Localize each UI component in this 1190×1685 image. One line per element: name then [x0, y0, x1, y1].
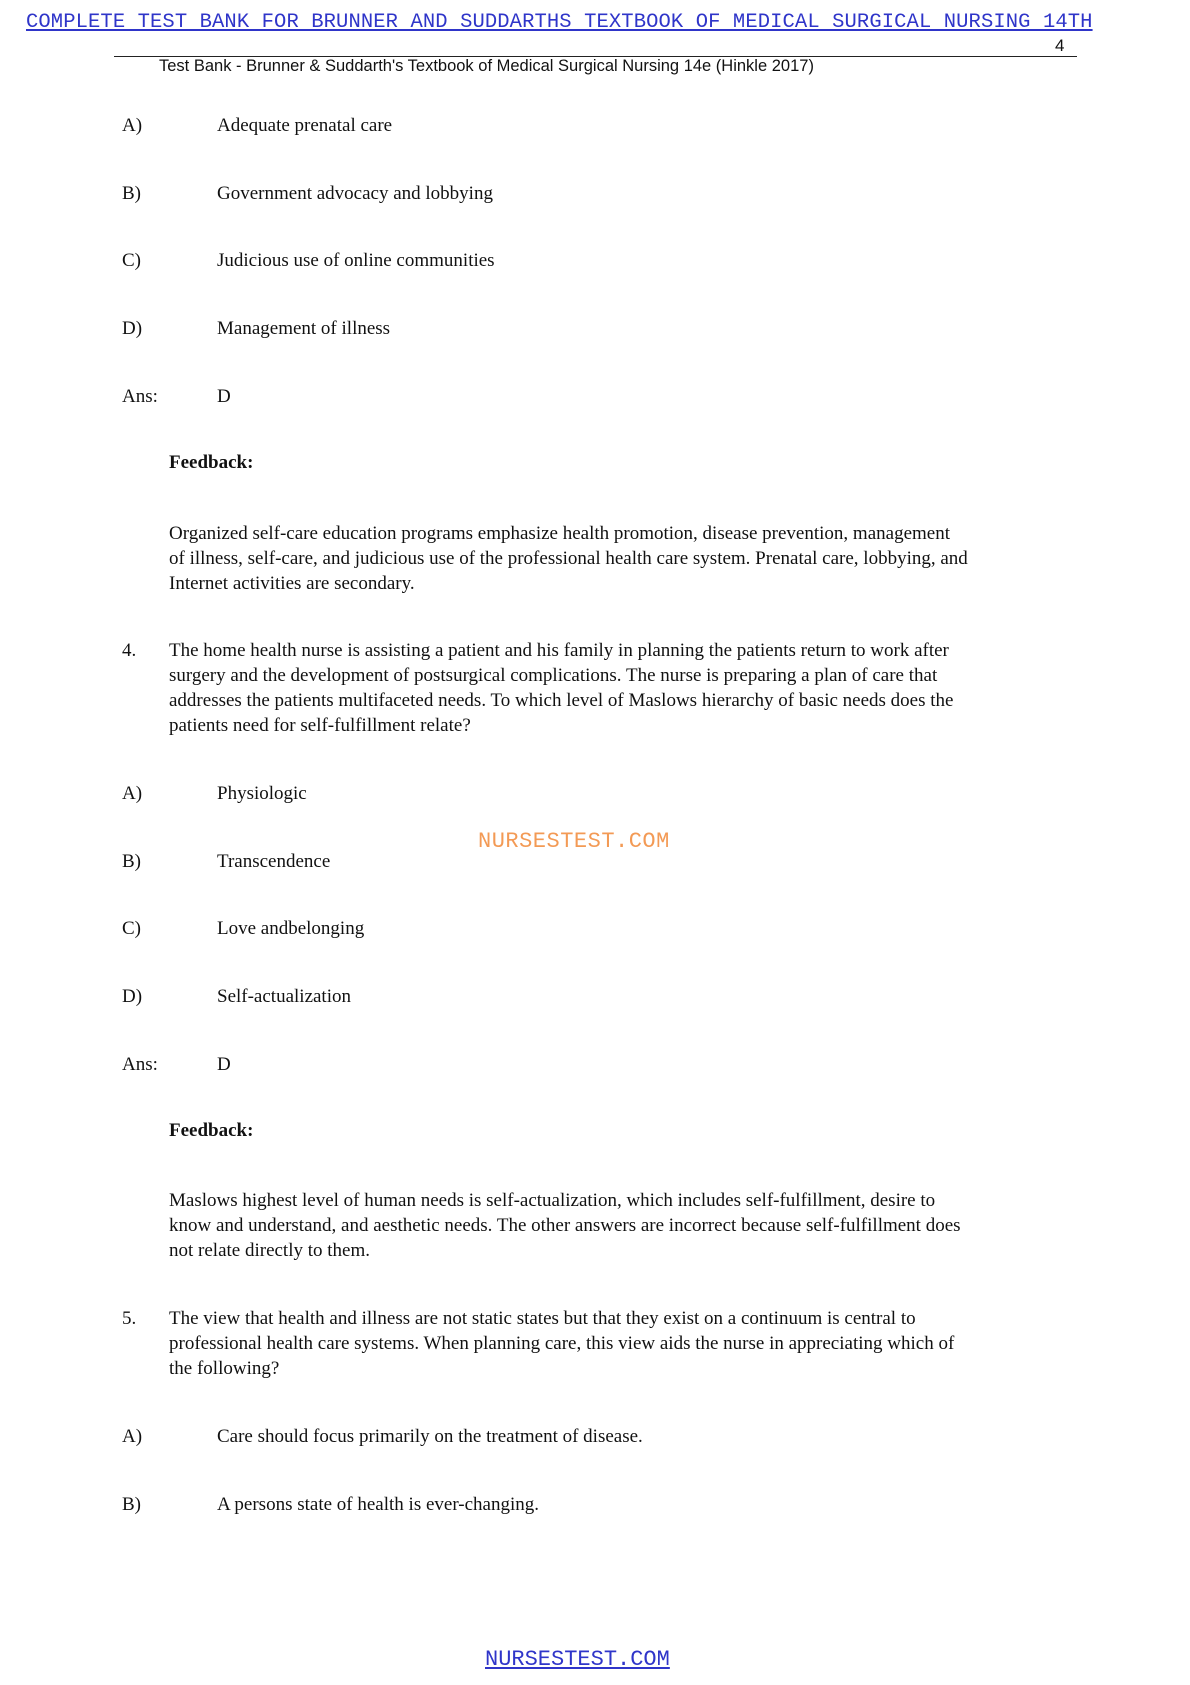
question-line: professional health care systems. When planning care, this view aids the nurse in appreciating which of	[169, 1333, 955, 1354]
option-text: Adequate prenatal care	[217, 115, 393, 136]
option-letter: B)	[122, 183, 141, 204]
q5-question-text	[169, 1306, 1081, 1381]
feedback-line: know and understand, and aesthetic needs. The other answers are incorrect because self-fulfillment does	[169, 1215, 961, 1236]
watermark-text: NURSESTEST.COM	[478, 829, 670, 854]
running-header: Test Bank - Brunner & Suddarth's Textbook of Medical Surgical Nursing 14e (Hinkle 2017)	[159, 57, 814, 75]
page-number: 4	[1055, 36, 1065, 55]
option-text: Care should focus primarily on the treatment of disease.	[217, 1426, 643, 1447]
answer-label: Ans:	[122, 386, 158, 407]
question-line: The view that health and illness are not static states but that they exist on a continuum is central to	[169, 1308, 916, 1329]
option-text: Judicious use of online communities	[217, 250, 495, 271]
option-text: Physiologic	[217, 783, 307, 804]
question-line: addresses the patients multifaceted needs. To which level of Maslows hierarchy of basic needs does the	[169, 690, 954, 711]
feedback-line: Maslows highest level of human needs is self-actualization, which includes self-fulfillment, desire to	[169, 1190, 936, 1211]
option-text: Love andbelonging	[217, 918, 365, 939]
top-banner-link[interactable]: COMPLETE TEST BANK FOR BRUNNER AND SUDDARTHS TEXTBOOK OF MEDICAL SURGICAL NURSING 14TH	[26, 11, 1093, 34]
option-text: Management of illness	[217, 318, 391, 339]
question-number: 5.	[122, 1308, 137, 1329]
option-text: A persons state of health is ever-changing.	[217, 1494, 539, 1515]
answer-label: Ans:	[122, 1054, 158, 1075]
question-line: The home health nurse is assisting a patient and his family in planning the patients return to work after	[169, 640, 949, 661]
question-line: patients need for self-fulfillment relate?	[169, 715, 471, 736]
feedback-line: Organized self-care education programs emphasize health promotion, disease prevention, management	[169, 523, 950, 544]
answer-value: D	[217, 1054, 231, 1075]
option-letter: C)	[122, 250, 141, 271]
q4-feedback-text	[169, 1188, 1081, 1263]
option-letter: B)	[122, 851, 141, 872]
option-letter: D)	[122, 986, 143, 1007]
q3-feedback-label: Feedback:	[169, 452, 254, 473]
option-text: Government advocacy and lobbying	[217, 183, 493, 204]
option-letter: D)	[122, 318, 143, 339]
option-letter: A)	[122, 115, 143, 136]
question-line: surgery and the development of postsurgical complications. The nurse is preparing a plan of care that	[169, 665, 938, 686]
option-text: Transcendence	[217, 851, 331, 872]
question-line: the following?	[169, 1358, 280, 1379]
answer-value: D	[217, 386, 231, 407]
q3-feedback-text	[169, 521, 1081, 596]
option-letter: C)	[122, 918, 141, 939]
feedback-line: not relate directly to them.	[169, 1240, 371, 1261]
footer-watermark-link[interactable]: NURSESTEST.COM	[485, 1647, 670, 1672]
q4-question-text	[169, 638, 1081, 738]
feedback-line: Internet activities are secondary.	[169, 573, 415, 594]
question-number: 4.	[122, 640, 137, 661]
option-letter: B)	[122, 1494, 141, 1515]
option-letter: A)	[122, 1426, 143, 1447]
option-text: Self-actualization	[217, 986, 351, 1007]
q4-feedback-label: Feedback:	[169, 1120, 254, 1141]
feedback-line: of illness, self-care, and judicious use of the professional health care system. Prenatal care, lobbying, and	[169, 548, 968, 569]
option-letter: A)	[122, 783, 143, 804]
